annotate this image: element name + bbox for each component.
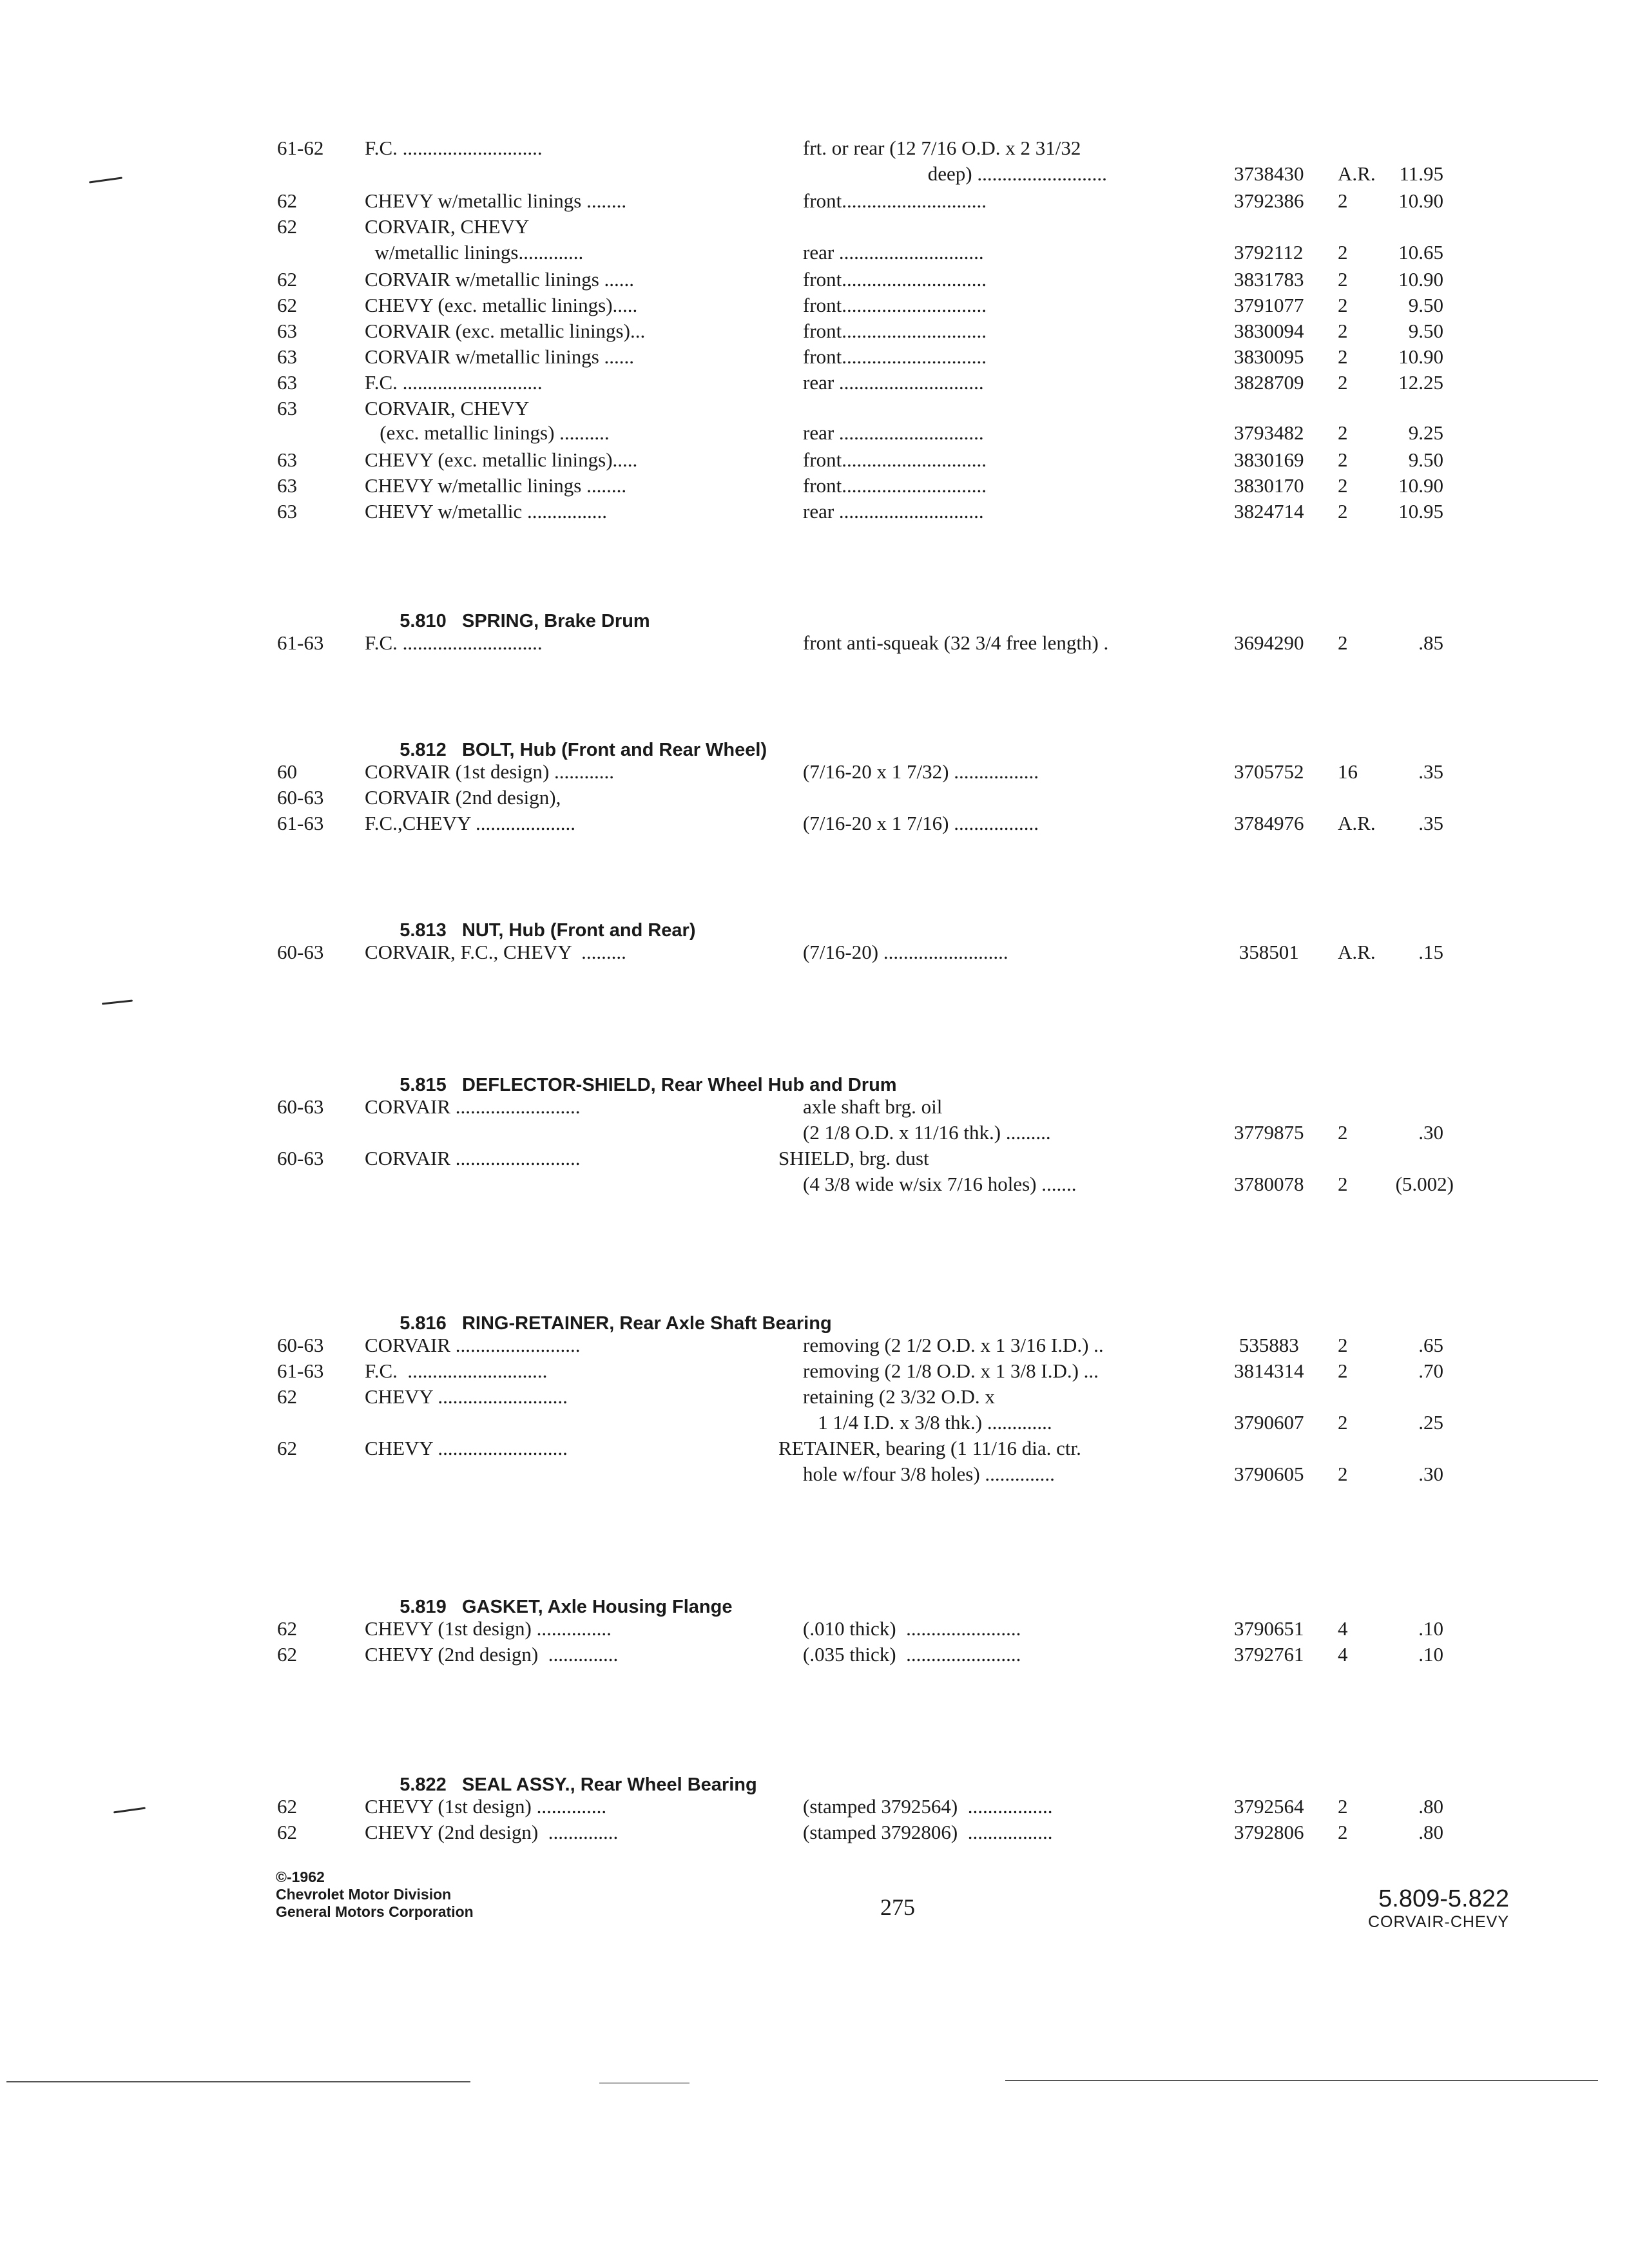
footer-publisher (276, 1869, 474, 1921)
table-row (0, 809, 1629, 838)
row-quantity: 2 (1338, 1121, 1348, 1144)
row-quantity: 2 (1338, 345, 1348, 368)
row-application: CHEVY (2nd design) .............. (365, 1821, 619, 1843)
row-year: 63 (277, 448, 297, 471)
row-application: CHEVY (exc. metallic linings)..... (365, 448, 638, 471)
row-year: 62 (277, 1643, 297, 1666)
section-title: BOLT, (461, 740, 515, 760)
section-subtitle: Rear Wheel Hub and Drum (660, 1075, 897, 1095)
row-quantity: 2 (1338, 1411, 1348, 1434)
row-part-number: 3793482 (1234, 421, 1304, 444)
row-description: front............................. (803, 294, 987, 316)
table-row (0, 213, 1629, 241)
section-heading (379, 579, 650, 631)
row-application: CORVAIR (1st design) ............ (365, 760, 615, 783)
row-price: .25 (1418, 1411, 1443, 1434)
row-year: 61-63 (277, 1360, 324, 1382)
table-row (0, 1093, 1629, 1121)
row-application: F.C.,CHEVY .................... (365, 812, 576, 834)
section-heading (379, 1742, 757, 1795)
row-description: rear ............................. (803, 371, 984, 394)
row-price: .65 (1418, 1334, 1443, 1356)
row-application: CHEVY (2nd design) .............. (365, 1643, 619, 1666)
table-row (0, 938, 1629, 966)
table-row (0, 419, 1629, 447)
row-description: front............................. (803, 189, 987, 212)
row-year: 62 (277, 1437, 297, 1459)
row-part-number: 3705752 (1234, 760, 1304, 783)
row-application: F.C. ............................ (365, 137, 543, 159)
section-subtitle: Rear Wheel Bearing (580, 1774, 757, 1795)
table-row (0, 1331, 1629, 1360)
section-subtitle: Hub (Front and Rear) (508, 920, 696, 941)
row-application: CORVAIR, CHEVY (365, 215, 530, 238)
row-part-number: 3790607 (1234, 1411, 1304, 1434)
row-year: 63 (277, 371, 297, 394)
row-price: .30 (1418, 1463, 1443, 1485)
row-description: hole w/four 3/8 holes) .............. (803, 1463, 1055, 1485)
table-row (0, 1119, 1629, 1147)
row-quantity: 2 (1338, 294, 1348, 316)
row-quantity: 2 (1338, 1360, 1348, 1382)
section-heading (379, 707, 767, 760)
section-heading (379, 1564, 733, 1617)
row-quantity: 2 (1338, 500, 1348, 523)
row-description: 1 1/4 I.D. x 3/8 thk.) ............. (803, 1411, 1052, 1434)
section-heading (379, 888, 696, 941)
row-quantity: A.R. (1338, 162, 1376, 185)
section-number: 5.815 (400, 1075, 447, 1095)
row-application: CHEVY .......................... (365, 1385, 568, 1408)
section-subtitle: Hub (Front and Rear Wheel) (519, 740, 767, 760)
row-application: (exc. metallic linings) .......... (365, 421, 610, 444)
row-quantity: 2 (1338, 448, 1348, 471)
section-title: SPRING, (461, 611, 539, 631)
row-year: 60-63 (277, 1095, 324, 1118)
row-year: 60-63 (277, 941, 324, 963)
row-application: CORVAIR ......................... (365, 1095, 581, 1118)
table-row (0, 1640, 1629, 1669)
row-description: front............................. (803, 320, 987, 342)
table-row (0, 1615, 1629, 1643)
table-row (0, 1460, 1629, 1488)
row-application: CORVAIR (exc. metallic linings)... (365, 320, 646, 342)
footer-section-range (1368, 1885, 1509, 1931)
row-price: 10.95 (1398, 500, 1443, 523)
row-price: .30 (1418, 1121, 1443, 1144)
row-part-number: 3792564 (1234, 1795, 1304, 1818)
row-quantity: 16 (1338, 760, 1358, 783)
row-price: .70 (1418, 1360, 1443, 1382)
table-row (0, 317, 1629, 345)
row-price: .35 (1418, 812, 1443, 834)
row-description: (7/16-20 x 1 7/32) ................. (803, 760, 1039, 783)
row-part-number: 3792386 (1234, 189, 1304, 212)
row-price: 10.65 (1398, 241, 1443, 264)
row-part-number: 3830094 (1234, 320, 1304, 342)
row-year: 62 (277, 294, 297, 316)
table-row (0, 446, 1629, 474)
row-part-number: 3791077 (1234, 294, 1304, 316)
row-application: CORVAIR, F.C., CHEVY ......... (365, 941, 626, 963)
row-application: CHEVY w/metallic ................ (365, 500, 607, 523)
row-description: rear ............................. (803, 241, 984, 264)
row-application: CHEVY (1st design) .............. (365, 1795, 607, 1818)
row-year: 60-63 (277, 786, 324, 809)
row-quantity: 2 (1338, 268, 1348, 291)
section-subtitle: Axle Housing Flange (547, 1597, 733, 1617)
row-part-number: 535883 (1234, 1334, 1299, 1356)
table-row (0, 369, 1629, 397)
row-quantity: 2 (1338, 1463, 1348, 1485)
row-part-number: 3694290 (1234, 631, 1304, 654)
table-row (0, 1144, 1629, 1173)
row-year: 62 (277, 1617, 297, 1640)
row-quantity: 2 (1338, 189, 1348, 212)
row-description: front............................. (803, 474, 987, 497)
model-name: CORVAIR-CHEVY (1367, 1913, 1509, 1931)
row-quantity: 2 (1338, 1173, 1348, 1195)
row-price: 9.50 (1408, 294, 1443, 316)
row-application: CORVAIR, CHEVY (365, 397, 530, 419)
row-part-number: 3792112 (1234, 241, 1304, 264)
row-description: RETAINER, bearing (1 11/16 dia. ctr. (778, 1437, 1081, 1459)
row-description: removing (2 1/2 O.D. x 1 3/16 I.D.) .. (803, 1334, 1104, 1356)
row-price: 9.50 (1408, 320, 1443, 342)
row-year: 62 (277, 215, 297, 238)
row-application: CHEVY (exc. metallic linings)..... (365, 294, 638, 316)
table-row (0, 1792, 1629, 1821)
row-year: 60-63 (277, 1147, 324, 1169)
row-part-number: 3738430 (1234, 162, 1304, 185)
section-number: 5.816 (400, 1313, 447, 1334)
row-description: front anti-squeak (32 3/4 free length) . (803, 631, 1109, 654)
table-row (0, 134, 1629, 162)
row-year: 61-63 (277, 812, 324, 834)
row-application: CHEVY w/metallic linings ........ (365, 189, 627, 212)
table-row (0, 1408, 1629, 1437)
row-quantity: 2 (1338, 1334, 1348, 1356)
row-price: .10 (1418, 1643, 1443, 1666)
row-year: 62 (277, 1385, 297, 1408)
row-description: (stamped 3792806) ................. (803, 1821, 1053, 1843)
row-quantity: 2 (1338, 631, 1348, 654)
row-quantity: 4 (1338, 1617, 1348, 1640)
row-description: front............................. (803, 448, 987, 471)
row-price: (5.002) (1395, 1173, 1454, 1195)
section-number: 5.813 (400, 920, 447, 941)
row-quantity: 2 (1338, 320, 1348, 342)
row-price: .10 (1418, 1617, 1443, 1640)
row-description: removing (2 1/8 O.D. x 1 3/8 I.D.) ... (803, 1360, 1099, 1382)
row-description: retaining (2 3/32 O.D. x (803, 1385, 995, 1408)
row-year: 62 (277, 1795, 297, 1818)
row-part-number: 3814314 (1234, 1360, 1304, 1382)
row-application: CORVAIR ......................... (365, 1334, 581, 1356)
copyright-notice: ©-1962 (276, 1869, 325, 1885)
section-title: DEFLECTOR-SHIELD, (461, 1075, 656, 1095)
row-price: .85 (1418, 631, 1443, 654)
row-application: CORVAIR ......................... (365, 1147, 581, 1169)
row-quantity: 2 (1338, 241, 1348, 264)
row-price: 10.90 (1398, 268, 1443, 291)
table-row (0, 291, 1629, 320)
section-heading (379, 1281, 832, 1334)
section-subtitle: Rear Axle Shaft Bearing (619, 1313, 832, 1334)
row-year: 60-63 (277, 1334, 324, 1356)
row-price: .35 (1418, 760, 1443, 783)
table-row (0, 783, 1629, 812)
scan-rule (599, 2082, 689, 2084)
section-number: 5.822 (400, 1774, 447, 1795)
row-price: .15 (1418, 941, 1443, 963)
table-row (0, 629, 1629, 657)
row-part-number: 3824714 (1234, 500, 1304, 523)
row-year: 62 (277, 189, 297, 212)
row-description: deep) .......................... (803, 162, 1107, 185)
table-row (0, 343, 1629, 371)
row-part-number: 3830170 (1234, 474, 1304, 497)
row-year: 60 (277, 760, 297, 783)
row-part-number: 3831783 (1234, 268, 1304, 291)
row-price: 10.90 (1398, 189, 1443, 212)
row-description: (7/16-20 x 1 7/16) ................. (803, 812, 1039, 834)
corporation-name: General Motors Corporation (276, 1903, 474, 1920)
row-part-number: 3830095 (1234, 345, 1304, 368)
row-part-number: 3830169 (1234, 448, 1304, 471)
row-price: 12.25 (1398, 371, 1443, 394)
row-application: CHEVY .......................... (365, 1437, 568, 1459)
row-year: 63 (277, 500, 297, 523)
row-part-number: 3779875 (1234, 1121, 1304, 1144)
table-row (0, 160, 1629, 188)
section-title: NUT, (461, 920, 504, 941)
division-name: Chevrolet Motor Division (276, 1886, 452, 1903)
table-row (0, 1357, 1629, 1385)
section-number: 5.819 (400, 1597, 447, 1617)
row-price: 10.90 (1398, 345, 1443, 368)
scan-rule (1005, 2080, 1598, 2081)
row-description: (.010 thick) ....................... (803, 1617, 1021, 1640)
row-part-number: 358501 (1234, 941, 1299, 963)
row-part-number: 3780078 (1234, 1173, 1304, 1195)
section-subtitle: Brake Drum (544, 611, 650, 631)
table-row (0, 1818, 1629, 1847)
row-application: F.C. ............................ (365, 631, 543, 654)
row-description: rear ............................. (803, 500, 984, 523)
row-price: .80 (1418, 1821, 1443, 1843)
table-row (0, 758, 1629, 786)
row-description: axle shaft brg. oil (803, 1095, 943, 1118)
row-description: SHIELD, brg. dust (778, 1147, 929, 1169)
table-row (0, 265, 1629, 294)
row-year: 63 (277, 397, 297, 419)
row-part-number: 3790651 (1234, 1617, 1304, 1640)
row-year: 61-63 (277, 631, 324, 654)
row-quantity: 4 (1338, 1643, 1348, 1666)
row-part-number: 3792806 (1234, 1821, 1304, 1843)
row-description: (.035 thick) ....................... (803, 1643, 1021, 1666)
table-row (0, 1434, 1629, 1463)
row-year: 62 (277, 268, 297, 291)
row-quantity: 2 (1338, 1795, 1348, 1818)
row-price: 11.95 (1399, 162, 1443, 185)
row-quantity: 2 (1338, 474, 1348, 497)
row-application: CORVAIR w/metallic linings ...... (365, 345, 635, 368)
row-description: front............................. (803, 268, 987, 291)
row-price: 9.25 (1408, 421, 1443, 444)
section-title: SEAL ASSY., (461, 1774, 575, 1795)
row-year: 62 (277, 1821, 297, 1843)
row-quantity: 2 (1338, 1821, 1348, 1843)
row-application: CHEVY w/metallic linings ........ (365, 474, 627, 497)
table-row (0, 187, 1629, 215)
row-description: rear ............................. (803, 421, 984, 444)
row-application: F.C. ............................ (365, 371, 543, 394)
row-application: w/metallic linings............. (365, 241, 584, 264)
row-description: (4 3/8 wide w/six 7/16 holes) ....... (803, 1173, 1077, 1195)
section-range: 5.809-5.822 (1378, 1885, 1509, 1912)
row-description: frt. or rear (12 7/16 O.D. x 2 31/32 (803, 137, 1081, 159)
row-year: 63 (277, 320, 297, 342)
scan-mark (102, 999, 133, 1004)
section-number: 5.812 (400, 740, 447, 760)
row-price: .80 (1418, 1795, 1443, 1818)
row-part-number: 3790605 (1234, 1463, 1304, 1485)
row-quantity: 2 (1338, 371, 1348, 394)
row-year: 63 (277, 474, 297, 497)
section-title: RING-RETAINER, (461, 1313, 615, 1334)
row-description: (7/16-20) ......................... (803, 941, 1008, 963)
scan-rule (6, 2081, 470, 2082)
section-title: GASKET, (461, 1597, 543, 1617)
row-description: (2 1/8 O.D. x 11/16 thk.) ......... (803, 1121, 1051, 1144)
row-application: CORVAIR (2nd design), (365, 786, 561, 809)
row-description: (stamped 3792564) ................. (803, 1795, 1053, 1818)
row-price: 10.90 (1398, 474, 1443, 497)
table-row (0, 1170, 1629, 1198)
row-price: 9.50 (1408, 448, 1443, 471)
table-row (0, 497, 1629, 526)
table-row (0, 238, 1629, 267)
row-part-number: 3792761 (1234, 1643, 1304, 1666)
section-number: 5.810 (400, 611, 447, 631)
page-number: 275 (880, 1894, 915, 1920)
row-description: front............................. (803, 345, 987, 368)
row-year: 61-62 (277, 137, 324, 159)
section-heading (379, 1043, 897, 1095)
row-quantity: A.R. (1338, 812, 1376, 834)
row-year: 63 (277, 345, 297, 368)
row-application: CHEVY (1st design) ............... (365, 1617, 612, 1640)
table-row (0, 1383, 1629, 1411)
table-row (0, 472, 1629, 500)
row-application: CORVAIR w/metallic linings ...... (365, 268, 635, 291)
row-part-number: 3828709 (1234, 371, 1304, 394)
row-application: F.C. ............................ (365, 1360, 548, 1382)
row-part-number: 3784976 (1234, 812, 1304, 834)
row-quantity: 2 (1338, 421, 1348, 444)
row-quantity: A.R. (1338, 941, 1376, 963)
